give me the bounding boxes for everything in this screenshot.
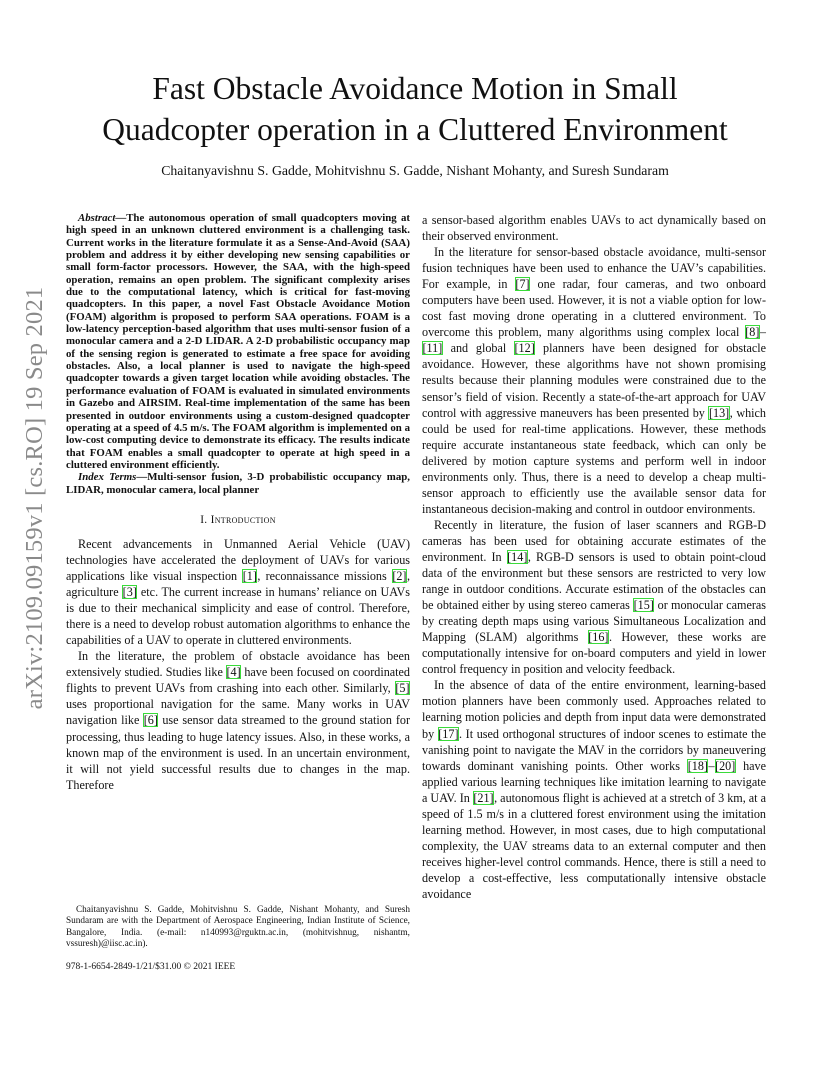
text-run: and global	[442, 341, 515, 356]
text-run: Recent advancements in Unmanned Aerial Vehicle (UAV) technologies have accelerated the deployment of UAVs for various applications like visual inspection	[66, 536, 410, 584]
text-run: , which could be used for real-time applications. However, these methods require accurate instantaneous state feedback, which can only be delivered by motion capture systems and perform well in indoor environments only. Thus, there is a need to develop a cheap multi-sensor approach to efficiently use the available sensor data for instantaneous decision-making and control in outdoor environments.	[422, 405, 767, 516]
text-run: , reconnaissance missions	[257, 569, 392, 584]
text-run: , autonomous flight is achieved at a stretch of 3 km, at a speed of 1.5 m/s in a cluttered forest environment using the imitation learning method. However, in most cases, due to high computational complexity, the UAV streams data to an external computer and then receives higher-level control commands. Hence, there is still a need to develop a cost-effective, less computationally intensive obstacle avoidance	[422, 790, 766, 901]
section-heading-introduction: I. Introduction	[200, 513, 276, 526]
text-run: . It used orthogonal structures of indoor scenes to estimate the vanishing point to navigate the MAV in the corridors by maneuvering towards dominant vanishing points. Other works	[422, 726, 766, 773]
citation-link[interactable]: [8]	[745, 325, 760, 340]
paragraph	[66, 536, 410, 648]
text-run: In the absence of data of the entire environment, learning-based motion planners have been commonly used. Approaches related to learning motion policies and depth from input data were demonstrated by	[422, 678, 766, 741]
text-run: use sensor data streamed to the ground station for processing, thus leading to huge latency issues. Also, in these works, a known map of the environment is used. In an uncertain environment, it will not yield successful results due to changes in the map. Therefore	[66, 713, 410, 792]
citation-link[interactable]: [5]	[395, 681, 410, 696]
text-run: –	[708, 758, 715, 773]
text-run: , RGB-D sensors is used to obtain point-cloud data of the environment but these sensors are restricted to very low range in outdoor conditions. Accurate estimation of the obstacles can be obtained either by using stereo cameras	[422, 549, 766, 613]
paragraph	[66, 648, 410, 792]
citation-link[interactable]: [20]	[715, 758, 736, 773]
text-run: . However, these works are computationally intensive for on-board computers and yield in lower control frequency in position and velocity feedback.	[422, 630, 766, 677]
abstract-text: —The autonomous operation of small quadcopters moving at high speed in an unknown cluttered environment is a challenging task. Current works in the literature formulate it as a Sense-And-Avoid (SAA) problem and address it by either developing new sensing capabilities or small form-factor processors. However, the SAA, with the high-speed operation, remains an open problem. The significant complexity arises due to the computational latency, which is critical for fast-moving quadcopters. In this paper, a novel Fast Obstacle Avoidance Motion (FOAM) algorithm is proposed to perform SAA operations. FOAM is a low-latency perception-based algorithm that uses multi-sensor fusion of a monocular camera and a 2-D LIDAR. A 2-D probabilistic occupancy map of the sensing region is generated to estimate a free space for avoiding obstacles. Also, a local planner is used to navigate the high-speed quadcopter towards a given target location while avoiding obstacles. The performance evaluation of FOAM is evaluated in simulated environments in Gazebo and AIRSIM. Real-time implementation of the same has been presented in outdoor environments using a custom-designed quadcopter operating at a speed of 4.5 m/s. The FOAM algorithm is implemented on a low-cost computing device to demonstrate its efficacy. The results indicate that FOAM enables a small quadcopter to operate at high speed in a cluttered environment efficiently.	[66, 212, 410, 471]
citation-link[interactable]: [4]	[226, 665, 241, 680]
text-run: Recently in literature, the fusion of laser scanners and RGB-D cameras has been used for obtaining accurate estimates of the environment. In	[422, 517, 766, 564]
citation-link[interactable]: [3]	[122, 585, 137, 600]
paragraph	[422, 244, 766, 517]
citation-link[interactable]: [21]	[473, 790, 494, 805]
paragraph: a sensor-based algorithm enables UAVs to act dynamically based on their observed environment.	[422, 213, 766, 244]
arxiv-side-stamp	[20, 288, 50, 708]
abstract-label: Abstract	[78, 212, 116, 224]
title-line-1: Fast Obstacle Avoidance Motion in Small	[152, 71, 678, 106]
text-run: etc. The current increase in humans’ reliance on UAVs is due to their mechanical simplicity and ease of control. Therefore, there is a need to develop robust automation algorithms to enhance the capabilities of a UAV to operate in cluttered environments.	[66, 585, 410, 648]
text-run: one radar, four cameras, and two onboard computers have been used. However, it is not a viable option for low-cost fast moving drone operating in a cluttered environment. To overcome this problem, many algorithms using complex local	[422, 277, 767, 340]
citation-link[interactable]: [12]	[514, 341, 535, 356]
arxiv-identifier: arXiv:2109.09159v1 [cs.RO] 19 Sep 2021	[21, 286, 48, 710]
citation-link[interactable]: [16]	[588, 630, 609, 645]
author-affiliation-footnote: Chaitanyavishnu S. Gadde, Mohitvishnu S. Gadde, Nishant Mohanty, and Suresh Sundaram are with the Department of Aerospace Engineering, Indian Institute of Science, Bangalore, India. (e-mail: n140993@rguktn.ac.in, (mohitvishnug, nishantm, vssuresh)@iisc.ac.in).	[66, 905, 410, 949]
text-run: In the literature, the problem of obstacle avoidance has been extensively studied. Studies like	[66, 649, 410, 680]
paper-title	[60, 68, 770, 150]
citation-link[interactable]: [1]	[242, 569, 257, 584]
index-terms	[66, 471, 410, 496]
paragraph	[422, 677, 766, 902]
text-run: or monocular cameras by creating depth maps using various Simultaneous Localization and Mapping (SLAM) algorithms	[422, 598, 766, 645]
citation-link[interactable]: [14]	[507, 549, 528, 564]
abstract	[66, 212, 410, 471]
index-terms-text: —Multi-sensor fusion, 3-D probabilistic occupancy map, LIDAR, monocular camera, local planner	[66, 471, 410, 496]
index-terms-label: Index Terms	[78, 471, 137, 484]
text-run: –	[759, 325, 766, 340]
citation-link[interactable]: [18]	[687, 758, 708, 773]
text-run: have been focused on coordinated flights to prevent UAVs from crashing into each other. Similarly,	[66, 665, 410, 696]
text-run: , agriculture	[66, 569, 411, 600]
citation-link[interactable]: [6]	[143, 713, 158, 728]
paragraph	[422, 517, 766, 677]
left-column	[66, 212, 410, 793]
right-column	[422, 212, 766, 902]
copyright-notice: 978-1-6654-2849-1/21/$31.00 © 2021 IEEE	[66, 962, 236, 972]
citation-link[interactable]: [13]	[708, 405, 730, 420]
citation-link[interactable]: [15]	[633, 598, 654, 613]
citation-link[interactable]: [17]	[438, 726, 459, 741]
citation-link[interactable]: [11]	[422, 341, 443, 356]
citation-link[interactable]: [7]	[515, 277, 530, 292]
citation-link[interactable]: [2]	[392, 569, 407, 584]
text-run: have applied various learning techniques like imitation learning to navigate a UAV. In	[422, 758, 766, 805]
title-line-2: Quadcopter operation in a Cluttered Environment	[102, 112, 728, 147]
text-run: planners have been designed for obstacle avoidance. However, these algorithms have not shown promising results because their planning modules were constrained due to the sensor’s field of vision. Recently a state-of-the-art approach for UAV control with aggressive maneuvers has been presented by	[422, 341, 767, 420]
text-run: uses proportional navigation for the same. Many works in UAV navigation like	[66, 697, 410, 728]
author-list: Chaitanyavishnu S. Gadde, Mohitvishnu S. Gadde, Nishant Mohanty, and Suresh Sundaram	[161, 163, 669, 178]
text-run: In the literature for sensor-based obstacle avoidance, multi-sensor fusion techniques have been used to enhance the UAV’s capabilities. For example, in	[422, 245, 766, 292]
